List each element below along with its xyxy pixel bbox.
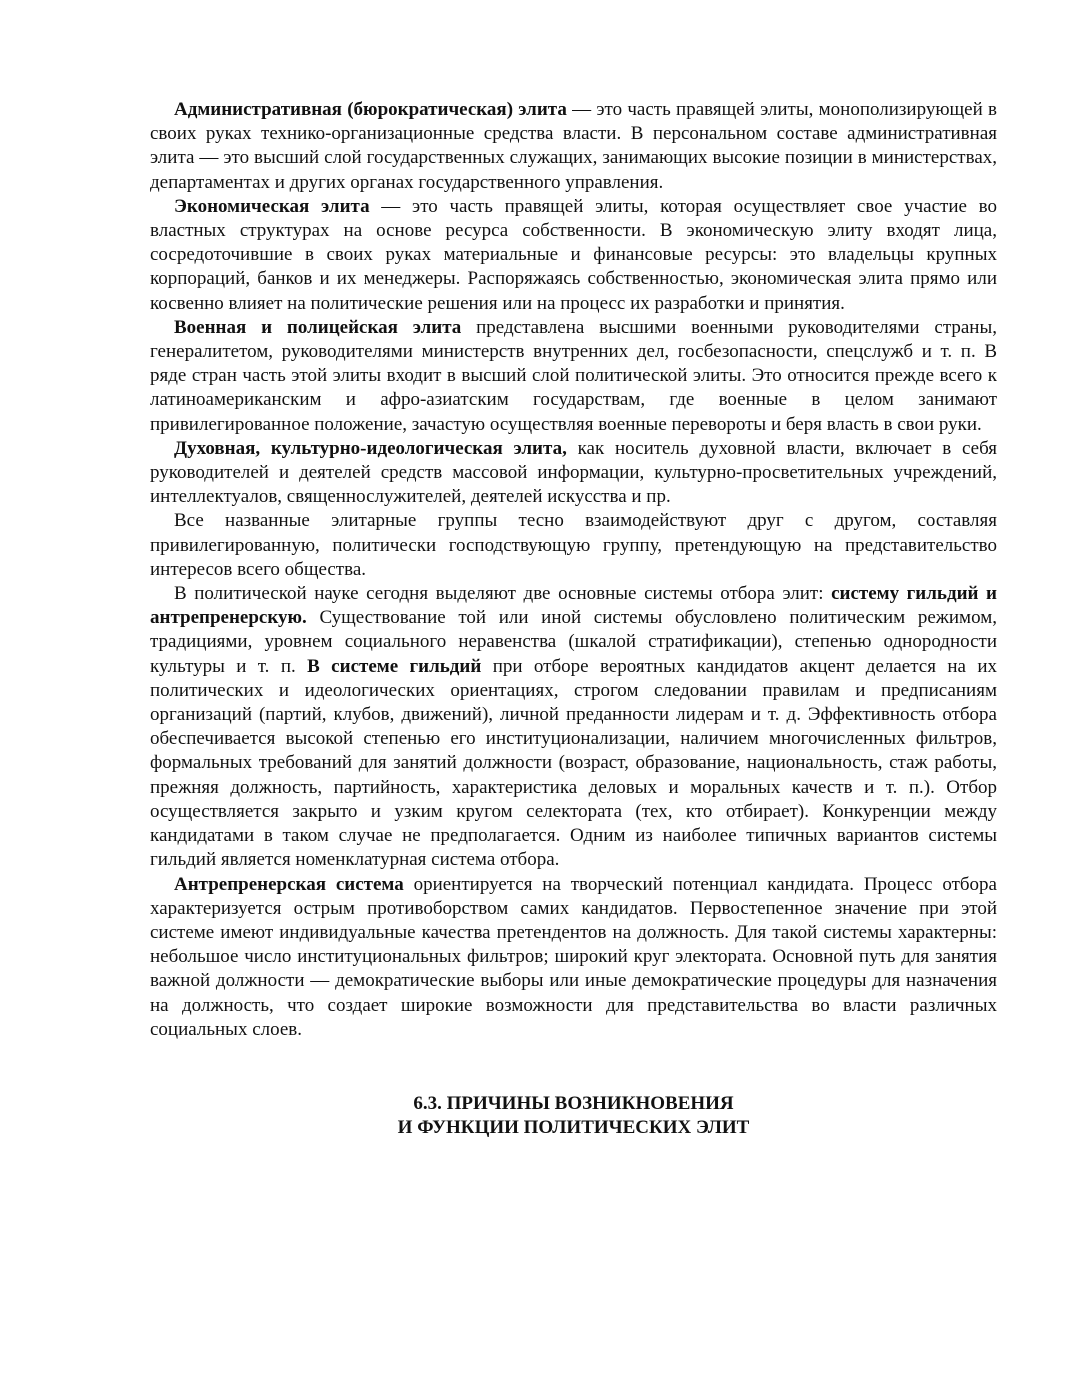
paragraph-administrative-elite xyxy=(150,98,997,195)
paragraph-entrepreneurial-system xyxy=(150,873,997,1042)
paragraph-text: как носитель духовной власти, включает в себя руководителей и деятелей средств массовой информации, культурно-просветительных учреждений, интеллектуалов, священнослужителей, деятелей искусства и пр. xyxy=(150,437,997,508)
paragraph-text: — это часть правящей элиты, монополизирующей в своих руках технико-организационные средства власти. В персональном составе административная элита — это высший слой государственных служащих, занимающих высокие позиции в министерствах, департаментах и других органах государственного управления. xyxy=(150,99,997,193)
term-military-elite: Военная и полицейская элита xyxy=(174,316,462,338)
paragraph-spiritual-elite xyxy=(150,437,997,510)
term-guild-system: В системе гильдий xyxy=(307,655,482,677)
paragraph-text: Существование той или иной системы обусловлено политическим режимом, традициями, уровнем социального неравенства (шкалой стратификации), степенью однородности культуры и т. п. xyxy=(150,607,997,677)
paragraph-selection-systems xyxy=(150,582,997,872)
paragraph-economic-elite xyxy=(150,195,997,316)
paragraph-military-elite xyxy=(150,316,997,437)
section-heading-line-2: И ФУНКЦИИ ПОЛИТИЧЕСКИХ ЭЛИТ xyxy=(397,1116,750,1138)
paragraph-text-continued: при отборе вероятных кандидатов акцент делается на их политических и идеологических ориентациях, строгом следовании правилам и предписаниям организаций (партий, клубов, движений), личной преданности лидерам и т. д. Эффективность отбора обеспечивается высокой степенью его институционализации, наличием многочисленных фильтров, формальных требований для занятий должности (возраст, образование, национальность, стаж работы, прежняя должность, партийность, характеристика деловых и моральных качеств и т. п.). Отбор осуществляется закрыто и узким кругом селектората (тех, кто отбирает). Конкуренции между кандидатами в таком случае не предполагается. Одним из наиболее типичных вариантов системы гильдий является номенклатурная система отбора. xyxy=(150,655,997,871)
paragraph-text: ориентируется на творческий потенциал кандидата. Процесс отбора характеризуется острым противоборством самих кандидатов. Первостепенное значение при этой системе имеют индивидуальные качества претендентов на должность. Для такой системы характерны: небольшое число институциональных фильтров; широкий круг электората. Основной путь для занятия важной должности — демократические выборы или иные демократические процедуры для назначения на должность, что создает широкие возможности для представительства во власти различных социальных слоев. xyxy=(150,873,997,1040)
paragraph-text: — это часть правящей элиты, которая осуществляет свое участие во властных структурах на основе ресурса собственности. В экономическую элиту входят лица, сосредоточившие в своих руках материальные и финансовые ресурсы: это владельцы крупных корпораций, банков и их менеджеры. Распоряжаясь собственностью, экономическая элита прямо или косвенно влияет на политические решения или на процесс их разработки и принятия. xyxy=(150,195,997,314)
term-entrepreneurial-system: Антрепренерская система xyxy=(174,873,404,895)
term-economic-elite: Экономическая элита xyxy=(174,195,370,217)
section-heading-line-1: 6.3. ПРИЧИНЫ ВОЗНИКНОВЕНИЯ xyxy=(413,1092,734,1114)
paragraph-text: представлена высшими военными руководителями страны, генералитетом, руководителями министерств внутренних дел, госбезопасности, спецслужб и т. п. В ряде стран часть этой элиты входит в высший слой политической элиты. Это относится прежде всего к латиноамериканским и афро-азиатским государствам, где военные в целом занимают привилегированное положение, зачастую осуществляя военные перевороты и беря власть в свои руки. xyxy=(150,316,997,435)
term-spiritual-elite: Духовная, культурно-идеологическая элита, xyxy=(174,437,567,459)
section-heading xyxy=(150,1092,997,1140)
paragraph-lead: В политической науке сегодня выделяют две основные системы отбора элит: xyxy=(174,583,832,605)
paragraph-text: Все названные элитарные группы тесно взаимодействуют друг с другом, составляя привилегированную, политически господствующую группу, претендующую на представительство интересов всего общества. xyxy=(150,510,997,580)
term-guild-and-entrepreneurial: систему гильдий и антрепренерскую. xyxy=(150,583,997,629)
term-administrative-elite: Административная (бюрократическая) элита xyxy=(174,99,567,120)
paragraph-elite-groups xyxy=(150,509,997,582)
document-page xyxy=(150,98,997,1140)
